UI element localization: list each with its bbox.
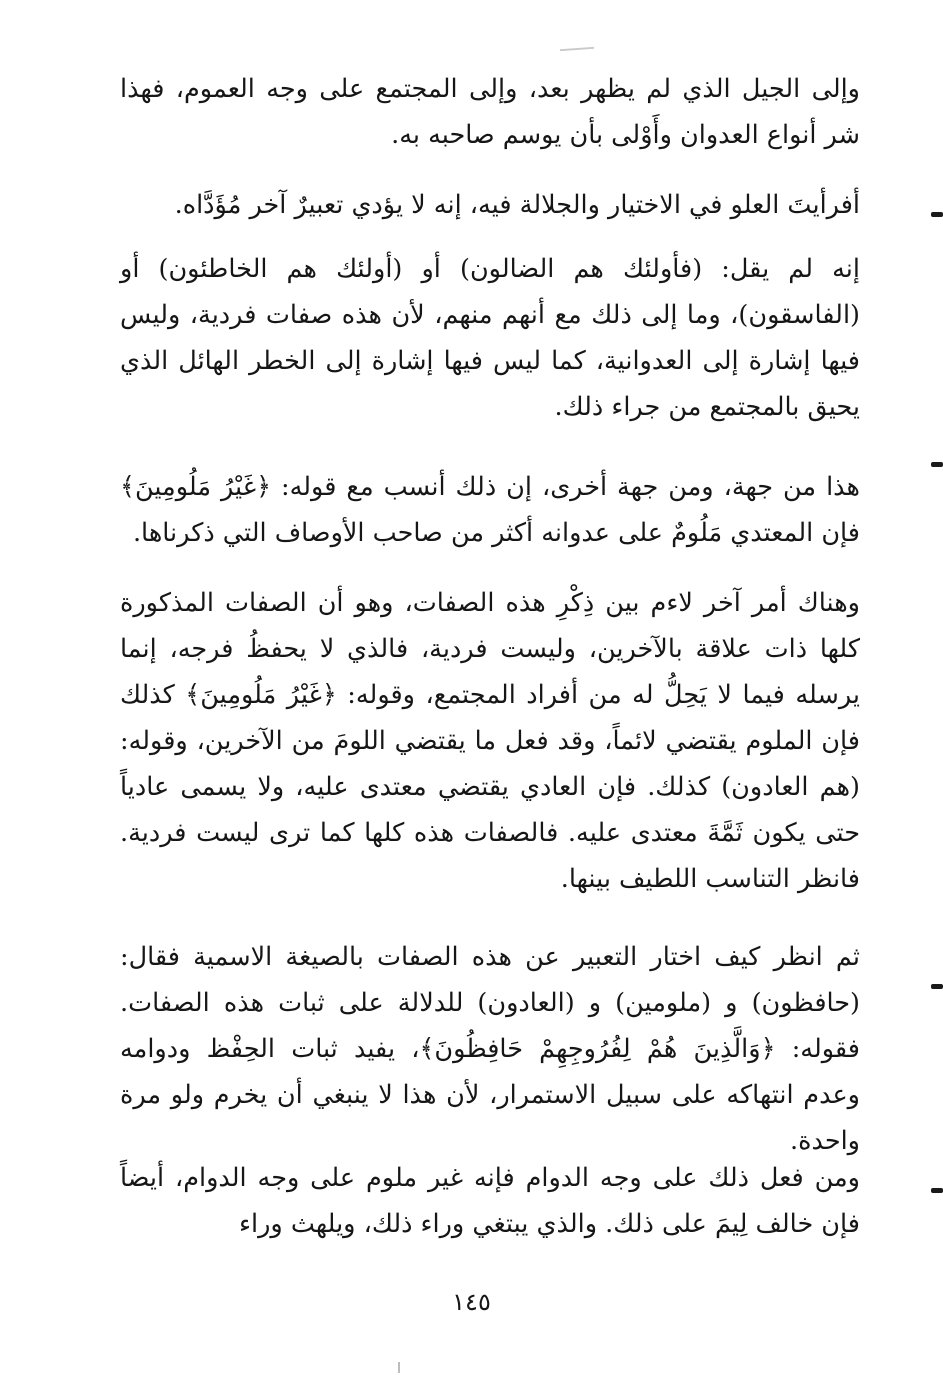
paragraph-3: إنه لم يقل: (فأولئك هم الضالون) أو (أولئك هم الخاطئون) أو (الفاسقون)، وما إلى ذلك مع أنهم منهم، لأن هذه صفات فردية، وليس فيها إشارة إلى العدوانية، كما ليس فيها إشارة إلى الخطر الهائل الذي يحيق بالمجتمع من جراء ذلك. bbox=[120, 254, 860, 422]
margin-mark bbox=[931, 462, 943, 467]
scan-artifact bbox=[398, 1362, 400, 1373]
margin-mark bbox=[931, 984, 943, 989]
margin-mark bbox=[931, 212, 943, 217]
paragraph-6: ثم انظر كيف اختار التعبير عن هذه الصفات بالصيغة الاسمية فقال: (حافظون) و (ملومين) و (العادون) للدلالة على ثبات هذه الصفات. فقوله: ﴿وَالَّذِينَ هُمْ لِفُرُوجِهِمْ حَافِظُونَ﴾، يفيد ثبات الحِفْظ ودوامه وعدم انتهاكه على سبيل الاستمرار، لأن هذا لا ينبغي أن يخرم ولو مرة واحدة. bbox=[120, 942, 860, 1156]
scan-artifact bbox=[560, 47, 594, 51]
paragraph-7: ومن فعل ذلك على وجه الدوام فإنه غير ملوم على وجه الدوام، أيضاً فإن خالف لِيمَ على ذلك. والذي يبتغي وراء ذلك، ويلهث وراء bbox=[120, 1163, 860, 1239]
page-number: ١٤٥ bbox=[452, 1288, 491, 1316]
paragraph-1: وإلى الجيل الذي لم يظهر بعد، وإلى المجتمع على وجه العموم، فهذا شر أنواع العدوان وأَوْلى بأن يوسم صاحبه به. bbox=[120, 74, 860, 150]
margin-mark bbox=[931, 1188, 943, 1193]
paragraph-5: وهناك أمر آخر لاءم بين ذِكْرِ هذه الصفات، وهو أن الصفات المذكورة كلها ذات علاقة بالآخرين، وليست فردية، فالذي لا يحفظُ فرجه، إنما يرسله فيما لا يَحِلُّ له من أفراد المجتمع، وقوله: ﴿غَيْرُ مَلُومِينَ﴾ كذلك فإن الملوم يقتضي لائماً، وقد فعل ما يقتضي اللومَ من الآخرين، وقوله: (هم العادون) كذلك. فإن العادي يقتضي معتدى عليه، ولا يسمى عادياً حتى يكون ثَمَّةَ معتدى عليه. فالصفات هذه كلها كما ترى ليست فردية. فانظر التناسب اللطيف بينها. bbox=[120, 588, 860, 894]
paragraph-2: أفرأيتَ العلو في الاختيار والجلالة فيه، إنه لا يؤدي تعبيرٌ آخر مُؤَدَّاه. bbox=[174, 190, 860, 220]
paragraph-4: هذا من جهة، ومن جهة أخرى، إن ذلك أنسب مع قوله: ﴿غَيْرُ مَلُومِينَ﴾ فإن المعتدي مَلُومٌ على عدوانه أكثر من صاحب الأوصاف التي ذكرناها. bbox=[120, 472, 860, 548]
